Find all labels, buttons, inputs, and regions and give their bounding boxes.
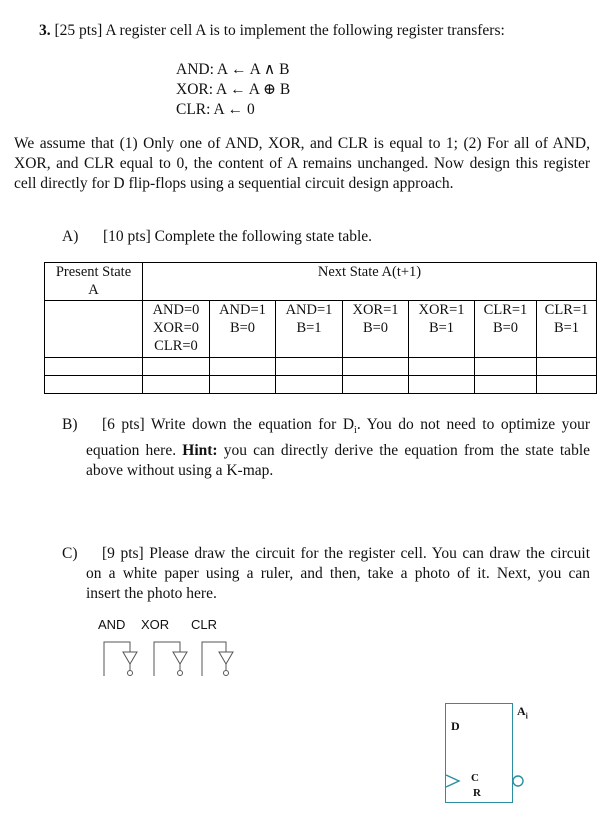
input-label-and: AND	[98, 617, 126, 632]
table-cell[interactable]	[537, 376, 597, 394]
part-b-text	[86, 415, 590, 481]
problem-heading	[39, 21, 505, 41]
next-state-header: Next State A(t+1)	[143, 263, 597, 301]
problem-number: 3.	[39, 22, 51, 39]
part-b-line: [6 pts] Write down the equation for $D_i$. You do not need to optimize your	[102, 416, 590, 437]
present-state-header: Present State A	[45, 263, 143, 301]
table-cell[interactable]	[475, 376, 537, 394]
part-c-line: [9 pts] Please draw the circuit for the register cell. You can draw the circuit	[102, 545, 590, 562]
register-transfers	[176, 60, 290, 120]
table-cell[interactable]	[276, 376, 343, 394]
part-c-text	[86, 544, 590, 604]
output-bubble-icon[interactable]	[513, 776, 523, 786]
table-cell[interactable]	[409, 376, 475, 394]
part-b-line: equation here. Hint: you can directly derive the equation from the state table	[86, 442, 590, 460]
flip-flop-ports	[445, 770, 535, 796]
clock-triangle-icon	[446, 775, 459, 787]
part-c-line: insert the photo here.	[86, 585, 217, 602]
table-cell[interactable]	[143, 358, 210, 376]
table-row	[45, 358, 597, 376]
part-a-text: [10 pts] Complete the following state table.	[103, 228, 373, 245]
table-column-row	[45, 301, 597, 358]
problem-intro: A register cell A is to implement the following register transfers:	[105, 22, 505, 39]
part-b-line: above without using a K-map.	[86, 462, 274, 480]
switch-clr-icon[interactable]	[202, 642, 233, 676]
column-header: AND=1 B=1	[276, 301, 343, 358]
column-header: AND=1 B=0	[210, 301, 276, 358]
table-cell[interactable]	[343, 376, 409, 394]
table-cell[interactable]	[45, 376, 143, 394]
assumption-line: XOR, and CLR equal to 0, the content of A remains unchanged. Now design this register	[14, 155, 590, 172]
table-cell[interactable]	[210, 358, 276, 376]
part-c-line: on a white paper using a ruler, and then, take a photo of it. Next, you can	[86, 565, 590, 582]
table-cell[interactable]	[343, 358, 409, 376]
table-header-row	[45, 263, 597, 301]
part-a-label: A)	[62, 228, 79, 245]
transfer-and: AND: A ← A ∧ B	[176, 61, 290, 78]
switch-and-icon[interactable]	[104, 642, 137, 676]
input-label-clr: CLR	[191, 617, 218, 632]
column-header: CLR=1 B=1	[537, 301, 597, 358]
transfer-xor: XOR: A ← A ⊕ B	[176, 81, 291, 98]
problem-points: [25 pts]	[54, 22, 103, 39]
table-cell[interactable]	[276, 358, 343, 376]
assumption-paragraph	[14, 134, 590, 194]
assumption-line: cell directly for D flip-flops using a sequential circuit design approach.	[14, 175, 454, 192]
input-label-xor: XOR	[141, 617, 170, 632]
transfer-clr: CLR: A ← 0	[176, 101, 255, 118]
part-b-label: B)	[62, 416, 78, 433]
table-cell[interactable]	[475, 358, 537, 376]
part-c-label: C)	[62, 545, 78, 562]
assumption-line: We assume that (1) Only one of AND, XOR, and CLR is equal to 1; (2) For all of AND,	[14, 135, 590, 152]
table-cell	[45, 301, 143, 358]
flip-flop-r-label: R	[473, 787, 481, 799]
column-header: XOR=1 B=1	[409, 301, 475, 358]
column-header: CLR=1 B=0	[475, 301, 537, 358]
column-header: AND=0 XOR=0 CLR=0	[143, 301, 210, 358]
flip-flop-output-label: $A_i$	[517, 704, 528, 721]
table-cell[interactable]	[537, 358, 597, 376]
flip-flop-d-label: D	[451, 719, 460, 733]
table-cell[interactable]	[143, 376, 210, 394]
table-cell[interactable]	[210, 376, 276, 394]
table-row	[45, 376, 597, 394]
table-cell[interactable]	[409, 358, 475, 376]
flip-flop-c-label: C	[471, 772, 479, 784]
column-header: XOR=1 B=0	[343, 301, 409, 358]
switch-xor-icon[interactable]	[154, 642, 187, 676]
input-switches	[96, 634, 246, 682]
table-cell[interactable]	[45, 358, 143, 376]
state-table	[44, 262, 597, 394]
